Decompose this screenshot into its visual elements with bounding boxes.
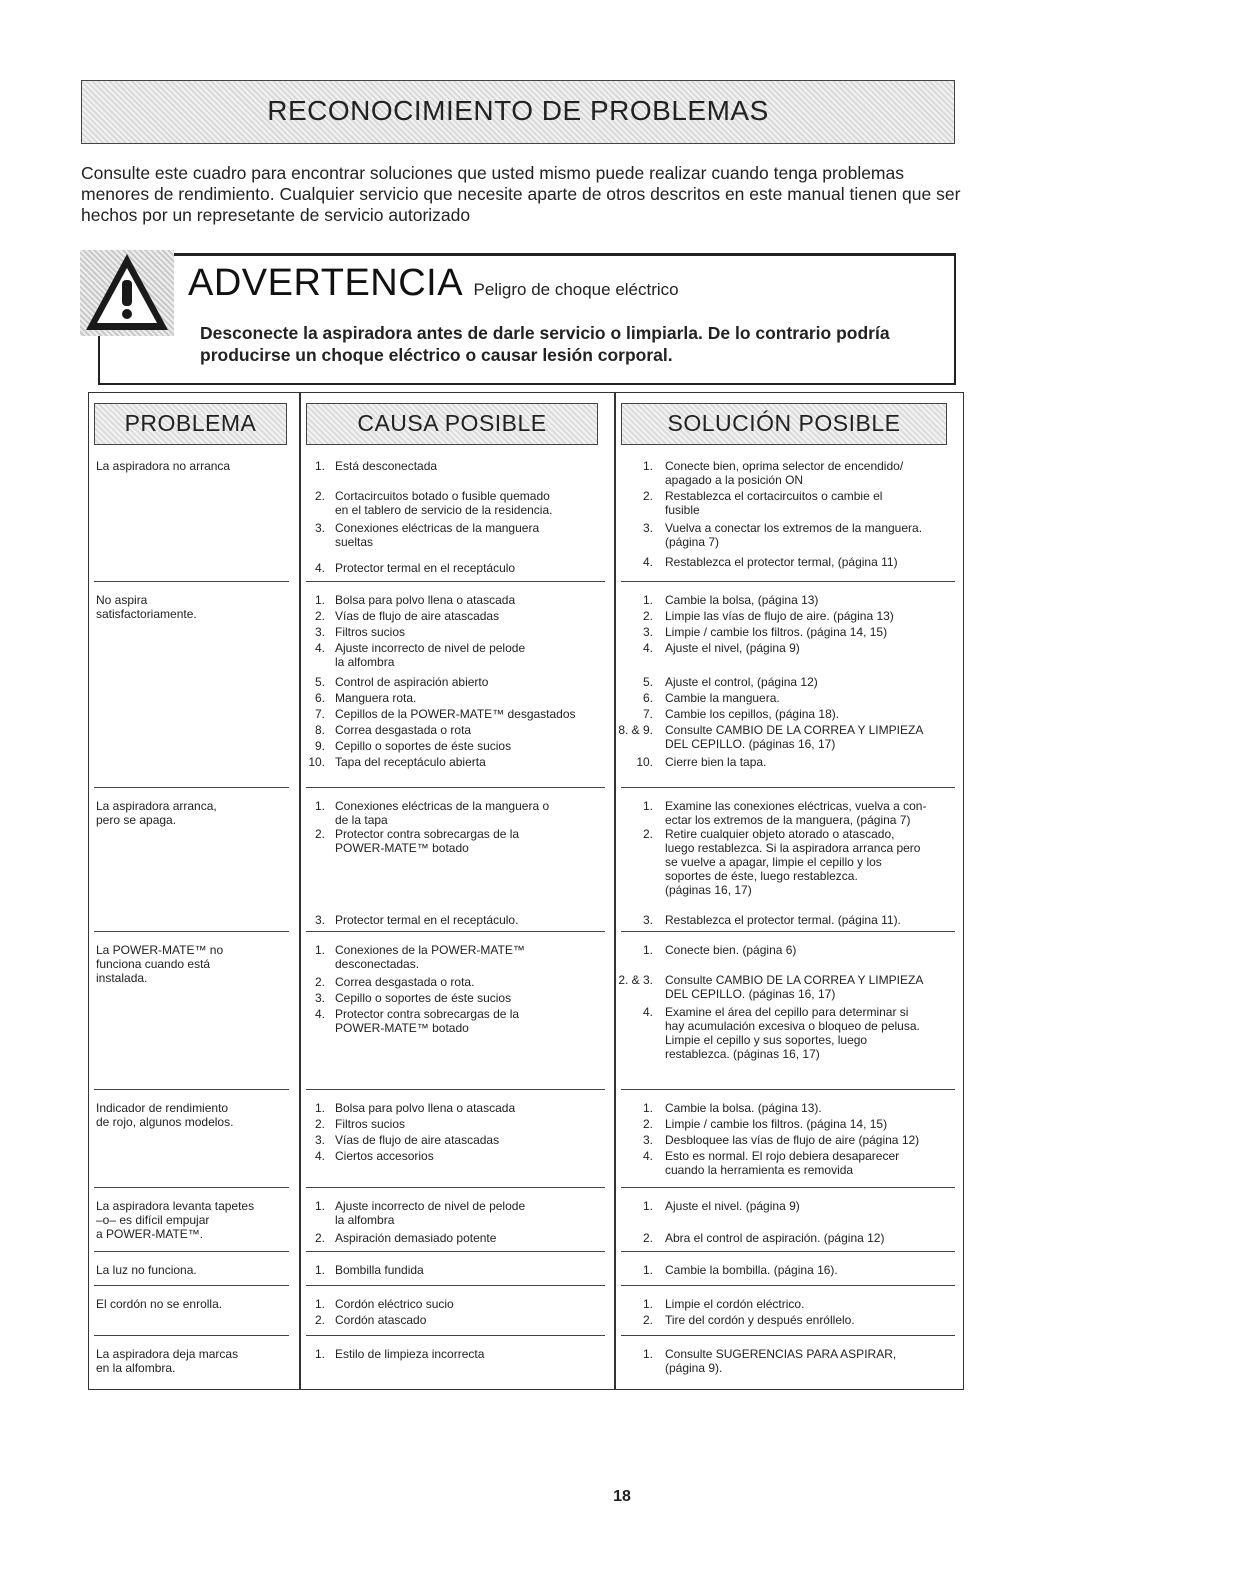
- solution-number: 4.: [642, 1149, 653, 1163]
- cause-number: 2.: [314, 1231, 325, 1245]
- cause-number: 4.: [314, 1007, 325, 1021]
- cause-number: 7.: [314, 707, 325, 721]
- cause-item: Correa desgastada o rota: [335, 723, 472, 737]
- solution-number: 2.: [642, 609, 653, 623]
- solution-number: 2.: [642, 827, 653, 841]
- cause-item: Protector contra sobrecargas de la POWER-MATE™ botado: [335, 1007, 520, 1035]
- warning-triangle-icon: [80, 250, 174, 336]
- section-banner: [81, 80, 955, 144]
- row-divider: [621, 1187, 955, 1188]
- solution-number: 2.: [642, 1117, 653, 1131]
- cause-number: 6.: [314, 691, 325, 705]
- section-title: RECONOCIMIENTO DE PROBLEMAS: [267, 95, 769, 126]
- solution-item: Esto es normal. El rojo debiera desaparecer cuando la herramienta es removida: [665, 1149, 900, 1177]
- row-divider: [621, 1285, 955, 1286]
- solution-item: Ajuste el nivel. (página 9): [665, 1199, 800, 1213]
- cause-item: Correa desgastada o rota.: [335, 975, 475, 989]
- solution-number: 4.: [642, 641, 653, 655]
- cause-item: Ciertos accesorios: [335, 1149, 434, 1163]
- row-divider: [621, 1089, 955, 1090]
- row-divider: [621, 931, 955, 932]
- solution-item: Limpie / cambie los filtros. (página 14, 15): [665, 1117, 888, 1131]
- cause-number: 4.: [314, 561, 325, 575]
- cause-item: Cordón eléctrico sucio: [335, 1297, 454, 1311]
- cause-item: Ajuste incorrecto de nivel de pelode la alfombra: [335, 641, 526, 669]
- solution-number: 1.: [642, 1347, 653, 1361]
- row-divider: [621, 581, 955, 582]
- cause-item: Control de aspiración abierto: [335, 675, 489, 689]
- problem-cell: La aspiradora arranca, pero se apaga.: [96, 799, 217, 827]
- solution-number: 2.: [642, 1231, 653, 1245]
- solution-number: 4.: [642, 1005, 653, 1019]
- cause-number: 5.: [314, 675, 325, 689]
- solution-number: 6.: [642, 691, 653, 705]
- cause-item: Estilo de limpieza incorrecta: [335, 1347, 485, 1361]
- cause-number: 2.: [314, 1313, 325, 1327]
- solution-number: 2. & 3.: [618, 973, 653, 987]
- cause-number: 10.: [308, 755, 325, 769]
- solution-item: Cierre bien la tapa.: [665, 755, 767, 769]
- cause-number: 3.: [314, 1133, 325, 1147]
- problem-cell: La aspiradora no arranca: [96, 459, 231, 473]
- cause-item: Cepillos de la POWER-MATE™ desgastados: [335, 707, 576, 721]
- solution-number: 1.: [642, 799, 653, 813]
- cause-item: Bombilla fundida: [335, 1263, 424, 1277]
- cause-number: 3.: [314, 521, 325, 535]
- cause-item: Tapa del receptáculo abierta: [335, 755, 486, 769]
- cause-item: Filtros sucios: [335, 625, 406, 639]
- solution-number: 1.: [642, 593, 653, 607]
- solution-item: Consulte CAMBIO DE LA CORREA Y LIMPIEZA DEL CEPILLO. (páginas 16, 17): [665, 973, 924, 1001]
- solution-number: 2.: [642, 489, 653, 503]
- cause-number: 2.: [314, 1117, 325, 1131]
- cause-item: Conexiones eléctricas de la manguera o de la tapa: [335, 799, 550, 827]
- cause-item: Cepillo o soportes de éste sucios: [335, 739, 512, 753]
- solution-item: Examine el área del cepillo para determinar si hay acumulación excesiva o bloqueo de pelusa. Limpie el cepillo y sus soportes, luego restablezca. (páginas 16, 17): [665, 1005, 920, 1061]
- row-divider: [621, 1335, 955, 1336]
- row-divider: [94, 1335, 289, 1336]
- row-divider: [306, 1285, 605, 1286]
- solution-item: Retire cualquier objeto atorado o atascado, luego restablezca. Si la aspiradora arranca pero se vuelve a apagar, limpie el cepillo y los soportes de éste, luego restablezca. (páginas 16, 17): [665, 827, 921, 897]
- solution-item: Conecte bien, oprima selector de encendido/ apagado a la posición ON: [665, 459, 904, 487]
- solution-number: 10.: [636, 755, 653, 769]
- row-divider: [621, 1251, 955, 1252]
- cause-number: 9.: [314, 739, 325, 753]
- header-problem: PROBLEMA: [94, 403, 287, 445]
- cause-number: 1.: [314, 1101, 325, 1115]
- cause-item: Conexiones eléctricas de la manguera sueltas: [335, 521, 540, 549]
- solution-number: 1.: [642, 1199, 653, 1213]
- warning-title: ADVERTENCIA: [188, 262, 464, 304]
- row-divider: [94, 787, 289, 788]
- cause-item: Cordón atascado: [335, 1313, 427, 1327]
- cause-item: Protector termal en el receptáculo.: [335, 913, 519, 927]
- solution-item: Examine las conexiones eléctricas, vuelva a con- ectar los extremos de la manguera, (página 7): [665, 799, 927, 827]
- row-divider: [306, 1089, 605, 1090]
- solution-item: Limpie las vías de flujo de aire. (página 13): [665, 609, 894, 623]
- row-divider: [94, 1251, 289, 1252]
- solution-number: 2.: [642, 1313, 653, 1327]
- cause-number: 1.: [314, 943, 325, 957]
- solution-number: 3.: [642, 913, 653, 927]
- solution-item: Conecte bien. (página 6): [665, 943, 797, 957]
- solution-item: Ajuste el control, (página 12): [665, 675, 818, 689]
- solution-number: 7.: [642, 707, 653, 721]
- solution-item: Abra el control de aspiración. (página 12): [665, 1231, 885, 1245]
- cause-number: 3.: [314, 991, 325, 1005]
- cause-item: Ajuste incorrecto de nivel de pelode la alfombra: [335, 1199, 526, 1227]
- cause-number: 2.: [314, 827, 325, 841]
- cause-item: Protector contra sobrecargas de la POWER-MATE™ botado: [335, 827, 520, 855]
- header-cause: CAUSA POSIBLE: [306, 403, 598, 445]
- warning-text: Desconecte la aspiradora antes de darle servicio o limpiarla. De lo contrario podría producirse un choque eléctrico o causar lesión corporal.: [200, 323, 890, 365]
- row-divider: [306, 581, 605, 582]
- solution-number: 1.: [642, 943, 653, 957]
- cause-number: 1.: [314, 1297, 325, 1311]
- solution-item: Limpie / cambie los filtros. (página 14, 15): [665, 625, 888, 639]
- cause-item: Conexiones de la POWER-MATE™ desconectadas.: [335, 943, 525, 971]
- row-divider: [621, 787, 955, 788]
- cause-number: 3.: [314, 913, 325, 927]
- row-divider: [306, 1251, 605, 1252]
- troubleshooting-table: [88, 392, 964, 1390]
- solution-number: 5.: [642, 675, 653, 689]
- solution-number: 4.: [642, 555, 653, 569]
- solution-item: Restablezca el cortacircuitos o cambie el fusible: [665, 489, 883, 517]
- solution-number: 3.: [642, 625, 653, 639]
- solution-item: Desbloquee las vías de flujo de aire (página 12): [665, 1133, 920, 1147]
- cause-item: Filtros sucios: [335, 1117, 406, 1131]
- solution-number: 1.: [642, 459, 653, 473]
- problem-cell: Indicador de rendimiento de rojo, algunos modelos.: [96, 1101, 234, 1129]
- row-divider: [94, 581, 289, 582]
- page-number: 18: [613, 1488, 631, 1505]
- cause-item: Bolsa para polvo llena o atascada: [335, 593, 516, 607]
- solution-item: Restablezca el protector termal, (página 11): [665, 555, 898, 569]
- cause-number: 8.: [314, 723, 325, 737]
- warning-heading: [188, 262, 679, 305]
- cause-number: 1.: [314, 593, 325, 607]
- solution-number: 3.: [642, 1133, 653, 1147]
- row-divider: [94, 931, 289, 932]
- solution-item: Consulte SUGERENCIAS PARA ASPIRAR, (página 9).: [665, 1347, 897, 1375]
- row-divider: [306, 931, 605, 932]
- cause-number: 1.: [314, 459, 325, 473]
- cause-item: Vías de flujo de aire atascadas: [335, 609, 500, 623]
- cause-number: 1.: [314, 799, 325, 813]
- solution-number: 1.: [642, 1263, 653, 1277]
- cause-number: 1.: [314, 1199, 325, 1213]
- solution-number: 1.: [642, 1297, 653, 1311]
- cause-number: 2.: [314, 975, 325, 989]
- cause-number: 4.: [314, 641, 325, 655]
- cause-number: 4.: [314, 1149, 325, 1163]
- column-divider: [299, 393, 301, 1389]
- solution-item: Cambie la bolsa. (página 13).: [665, 1101, 822, 1115]
- cause-item: Manguera rota.: [335, 691, 417, 705]
- solution-number: 8. & 9.: [618, 723, 653, 737]
- problem-cell: La aspiradora deja marcas en la alfombra.: [96, 1347, 239, 1375]
- solution-item: Cambie la bombilla. (página 16).: [665, 1263, 838, 1277]
- row-divider: [94, 1187, 289, 1188]
- row-divider: [94, 1089, 289, 1090]
- cause-number: 3.: [314, 625, 325, 639]
- solution-number: 1.: [642, 1101, 653, 1115]
- problem-cell: No aspira satisfactoriamente.: [96, 593, 197, 621]
- row-divider: [94, 1285, 289, 1286]
- cause-item: Vías de flujo de aire atascadas: [335, 1133, 500, 1147]
- solution-item: Restablezca el protector termal. (página 11).: [665, 913, 901, 927]
- solution-item: Cambie los cepillos, (página 18).: [665, 707, 840, 721]
- cause-number: 1.: [314, 1347, 325, 1361]
- problem-cell: La POWER-MATE™ no funciona cuando está instalada.: [96, 943, 224, 985]
- row-divider: [306, 1335, 605, 1336]
- solution-number: 3.: [642, 521, 653, 535]
- cause-item: Protector termal en el receptáculo: [335, 561, 516, 575]
- cause-item: Cortacircuitos botado o fusible quemado en el tablero de servicio de la residencia.: [335, 489, 553, 517]
- cause-number: 2.: [314, 489, 325, 503]
- cause-number: 2.: [314, 609, 325, 623]
- cause-item: Aspiración demasiado potente: [335, 1231, 497, 1245]
- intro-paragraph: Consulte este cuadro para encontrar soluciones que usted mismo puede realizar cuando tenga problemas menores de rendimiento. Cualquier servicio que necesite aparte de otros descritos en este manual tienen que ser hechos por un represetante de servicio autorizado: [81, 163, 961, 225]
- solution-item: Tire del cordón y después enróllelo.: [665, 1313, 855, 1327]
- problem-cell: El cordón no se enrolla.: [96, 1297, 223, 1311]
- solution-item: Limpie el cordón eléctrico.: [665, 1297, 805, 1311]
- problem-cell: La aspiradora levanta tapetes –o– es difícil empujar a POWER-MATE™.: [96, 1199, 255, 1241]
- cause-item: Está desconectada: [335, 459, 438, 473]
- header-solution: SOLUCIÓN POSIBLE: [621, 403, 947, 445]
- row-divider: [306, 787, 605, 788]
- solution-item: Cambie la manguera.: [665, 691, 780, 705]
- solution-item: Vuelva a conectar los extremos de la manguera. (página 7): [665, 521, 923, 549]
- cause-item: Cepillo o soportes de éste sucios: [335, 991, 512, 1005]
- solution-item: Cambie la bolsa, (página 13): [665, 593, 819, 607]
- problem-cell: La luz no funciona.: [96, 1263, 197, 1277]
- solution-item: Ajuste el nivel, (página 9): [665, 641, 800, 655]
- warning-subtitle: Peligro de choque eléctrico: [473, 280, 679, 299]
- solution-item: Consulte CAMBIO DE LA CORREA Y LIMPIEZA DEL CEPILLO. (páginas 16, 17): [665, 723, 924, 751]
- cause-number: 1.: [314, 1263, 325, 1277]
- row-divider: [306, 1187, 605, 1188]
- cause-item: Bolsa para polvo llena o atascada: [335, 1101, 516, 1115]
